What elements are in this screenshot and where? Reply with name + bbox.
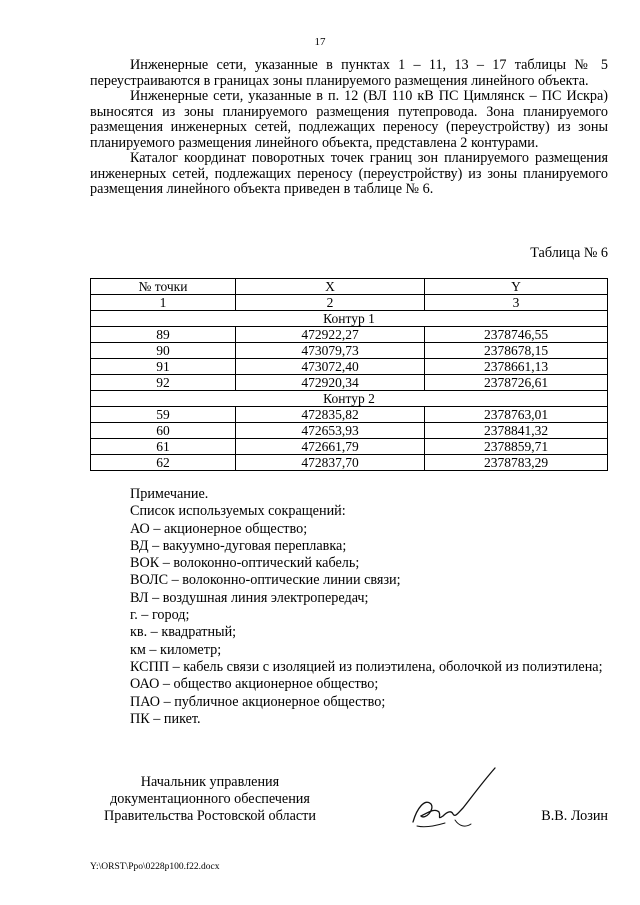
contour-title-row: [91, 391, 608, 407]
handwritten-signature: [395, 760, 505, 840]
abbreviation-item: ПК – пикет.: [130, 710, 201, 727]
coordinates-table: [90, 278, 608, 471]
signatory-title-line: документационного обеспечения: [110, 791, 310, 807]
x-cell: 472837,70: [236, 455, 425, 471]
abbreviation-item: кв. – квадратный;: [130, 624, 237, 641]
point-cell: 89: [91, 327, 236, 343]
body-text: [90, 58, 608, 198]
table-header-row: [91, 279, 608, 295]
paragraph: Каталог координат поворотных точек границ зон планируемого размещения инженерных сетей, подлежащих переносу (переустройству) из зоны планируемого размещения линейного объекта приведен в таблице № 6.: [90, 150, 608, 197]
x-cell: 472653,93: [236, 423, 425, 439]
point-cell: 91: [91, 359, 236, 375]
abbreviation-item: ВД – вакуумно-дуговая переплавка;: [130, 537, 347, 554]
abbreviation-item: ВЛ – воздушная линия электропередач;: [130, 589, 369, 606]
abbreviations-title: Список используемых сокращений:: [130, 503, 346, 520]
abbreviation-item: АО – акционерное общество;: [130, 520, 308, 537]
header-cell-point: № точки: [91, 279, 236, 295]
x-cell: 472835,82: [236, 407, 425, 423]
y-cell: 2378859,71: [425, 439, 608, 455]
abbreviation-item: ПАО – публичное акционерное общество;: [130, 693, 386, 710]
numbering-cell: 2: [236, 295, 425, 311]
y-cell: 2378678,15: [425, 343, 608, 359]
point-cell: 62: [91, 455, 236, 471]
paragraph: Инженерные сети, указанные в пунктах 1 – 11, 13 – 17 таблицы № 5 переустраиваются в границах зоны планируемого размещения линейного объекта.: [90, 57, 608, 89]
signatory-title-line: Начальник управления: [140, 774, 280, 790]
table-row: [91, 343, 608, 359]
point-cell: 90: [91, 343, 236, 359]
y-cell: 2378763,01: [425, 407, 608, 423]
abbreviation-item: ОАО – общество акционерное общество;: [130, 676, 379, 693]
x-cell: 473072,40: [236, 359, 425, 375]
header-cell-y: Y: [425, 279, 608, 295]
signatory-name: В.В. Лозин: [541, 808, 608, 824]
abbreviation-item: КСПП – кабель связи с изоляцией из полиэтилена, оболочкой из полиэтилена;: [130, 658, 603, 675]
table-row: [91, 423, 608, 439]
table-caption: Таблица № 6: [530, 245, 608, 261]
y-cell: 2378726,61: [425, 375, 608, 391]
table-row: [91, 327, 608, 343]
point-cell: 61: [91, 439, 236, 455]
abbreviation-item: г. – город;: [130, 607, 190, 624]
numbering-cell: 3: [425, 295, 608, 311]
notes-title: Примечание.: [130, 486, 209, 502]
contour-title: Контур 1: [91, 311, 608, 327]
table-row: [91, 407, 608, 423]
page-number: 17: [314, 36, 326, 48]
notes-section: [90, 486, 608, 728]
x-cell: 472661,79: [236, 439, 425, 455]
y-cell: 2378661,13: [425, 359, 608, 375]
y-cell: 2378841,32: [425, 423, 608, 439]
header-cell-x: X: [236, 279, 425, 295]
abbreviation-item: ВОК – волоконно-оптический кабель;: [130, 555, 360, 572]
contour-title-row: [91, 311, 608, 327]
x-cell: 473079,73: [236, 343, 425, 359]
file-path: Y:\ORST\Ppo\0228p100.f22.docx: [90, 862, 220, 872]
signatory-title-line: Правительства Ростовской области: [104, 808, 316, 824]
table-row: [91, 439, 608, 455]
point-cell: 60: [91, 423, 236, 439]
abbreviation-item: ВОЛС – волоконно-оптические линии связи;: [130, 572, 401, 589]
x-cell: 472922,27: [236, 327, 425, 343]
point-cell: 92: [91, 375, 236, 391]
signatory-title: [90, 774, 330, 825]
x-cell: 472920,34: [236, 375, 425, 391]
contour-title: Контур 2: [91, 391, 608, 407]
y-cell: 2378783,29: [425, 455, 608, 471]
table-row: [91, 375, 608, 391]
point-cell: 59: [91, 407, 236, 423]
table-row: [91, 359, 608, 375]
paragraph: Инженерные сети, указанные в п. 12 (ВЛ 110 кВ ПС Цимлянск – ПС Искра) выносятся из зоны планируемого размещения путепровода. Зона планируемого размещения инженерных сетей, подлежащих переносу (переустройству) из зоны планируемого размещения линейного объекта, представлена 2 контурами.: [90, 88, 608, 151]
abbreviation-item: км – километр;: [130, 641, 222, 658]
table-row: [91, 455, 608, 471]
table-numbering-row: [91, 295, 608, 311]
y-cell: 2378746,55: [425, 327, 608, 343]
numbering-cell: 1: [91, 295, 236, 311]
